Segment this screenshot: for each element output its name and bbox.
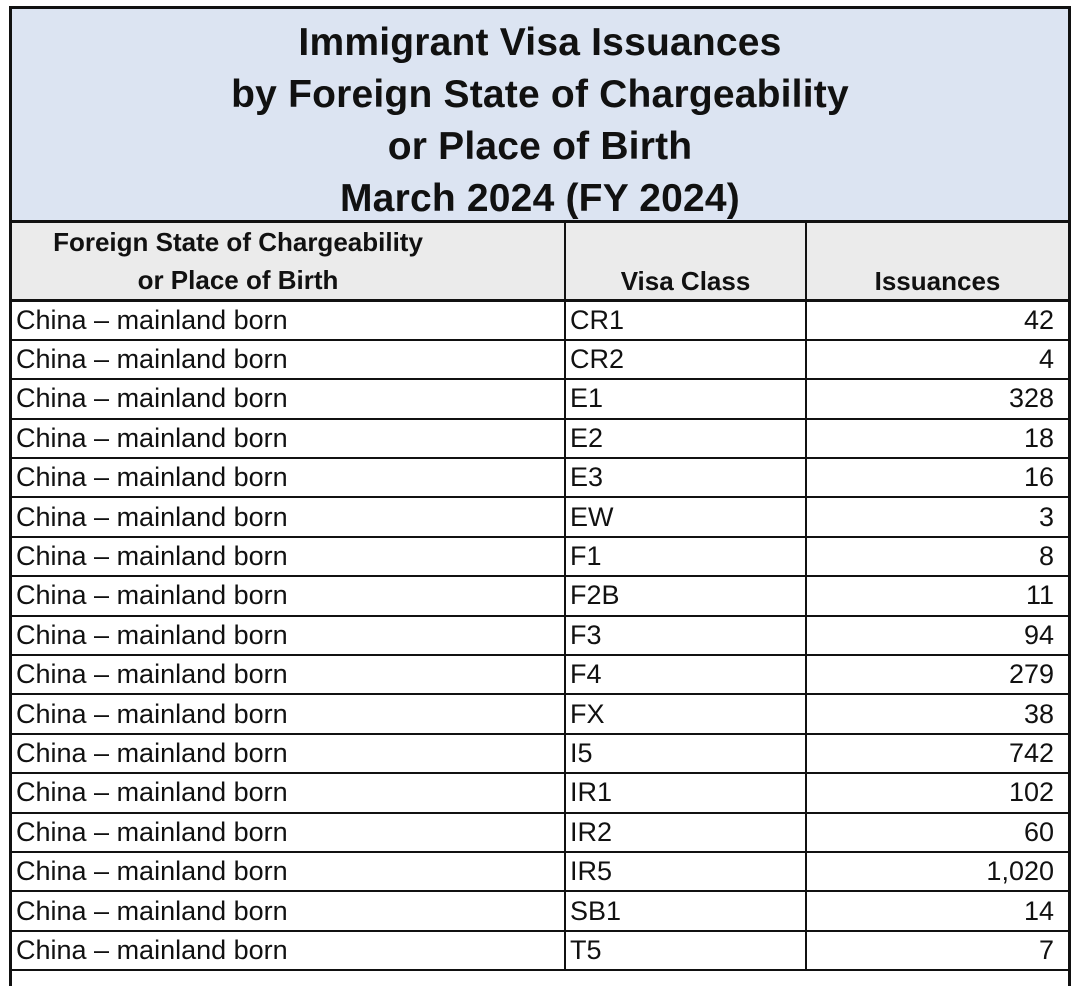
cell-visa-class: EW [565, 497, 806, 536]
cell-issuances: 3 [806, 497, 1068, 536]
cell-visa-class: F4 [565, 655, 806, 694]
cell-issuances: 18 [806, 419, 1068, 458]
cell-issuances: 1,020 [806, 852, 1068, 891]
cell-visa-class: SB1 [565, 891, 806, 930]
title-line-2: by Foreign State of Chargeability [231, 73, 849, 116]
table-row [12, 497, 1068, 536]
cell-issuances: 279 [806, 655, 1068, 694]
cell-issuances: 60 [806, 813, 1068, 852]
cell-country: China – mainland born [12, 655, 565, 694]
cell-visa-class: IR2 [565, 813, 806, 852]
cell-country: China – mainland born [12, 773, 565, 812]
visa-issuance-table-sheet [9, 6, 1071, 986]
cell-country: China – mainland born [12, 891, 565, 930]
cell-issuances: 94 [806, 616, 1068, 655]
cell-issuances: 8 [806, 537, 1068, 576]
cell-issuances: 7 [806, 931, 1068, 970]
table-row [12, 419, 1068, 458]
cell-visa-class: CR1 [565, 301, 806, 340]
cell-visa-class: E2 [565, 419, 806, 458]
cell-visa-class: F2B [565, 576, 806, 615]
table-row [12, 694, 1068, 733]
title-line-3: or Place of Birth [387, 125, 693, 168]
cell-visa-class: IR5 [565, 852, 806, 891]
cell-visa-class: F1 [565, 537, 806, 576]
table-row [12, 852, 1068, 891]
table-body [12, 301, 1068, 971]
cell-country: China – mainland born [12, 419, 565, 458]
column-header-country-line2: or Place of Birth [137, 265, 339, 295]
cell-country: China – mainland born [12, 576, 565, 615]
cell-country: China – mainland born [12, 694, 565, 733]
table-row [12, 458, 1068, 497]
table-row [12, 931, 1068, 970]
column-header-country [12, 223, 565, 301]
cell-country: China – mainland born [12, 734, 565, 773]
title-line-1: Immigrant Visa Issuances [298, 21, 782, 64]
cell-visa-class: E1 [565, 379, 806, 418]
table-row [12, 773, 1068, 812]
column-header-issuances: Issuances [806, 223, 1068, 301]
cell-country: China – mainland born [12, 497, 565, 536]
visa-issuance-table [12, 223, 1068, 971]
table-row [12, 891, 1068, 930]
table-row [12, 734, 1068, 773]
column-header-visa-class: Visa Class [565, 223, 806, 301]
table-row [12, 537, 1068, 576]
table-row [12, 576, 1068, 615]
cell-issuances: 742 [806, 734, 1068, 773]
table-row [12, 379, 1068, 418]
cell-visa-class: IR1 [565, 773, 806, 812]
cell-country: China – mainland born [12, 340, 565, 379]
table-row [12, 616, 1068, 655]
column-header-country-line1: Foreign State of Chargeability [53, 227, 423, 257]
cell-country: China – mainland born [12, 852, 565, 891]
cell-visa-class: CR2 [565, 340, 806, 379]
cell-issuances: 38 [806, 694, 1068, 733]
cell-country: China – mainland born [12, 931, 565, 970]
table-header-row [12, 223, 1068, 301]
cell-issuances: 42 [806, 301, 1068, 340]
cell-visa-class: FX [565, 694, 806, 733]
cell-issuances: 102 [806, 773, 1068, 812]
cell-country: China – mainland born [12, 537, 565, 576]
cell-issuances: 11 [806, 576, 1068, 615]
cell-issuances: 16 [806, 458, 1068, 497]
cell-visa-class: T5 [565, 931, 806, 970]
cell-issuances: 4 [806, 340, 1068, 379]
cell-country: China – mainland born [12, 301, 565, 340]
table-row [12, 655, 1068, 694]
cell-issuances: 14 [806, 891, 1068, 930]
table-row [12, 340, 1068, 379]
cell-country: China – mainland born [12, 616, 565, 655]
cell-visa-class: E3 [565, 458, 806, 497]
table-row [12, 813, 1068, 852]
cell-country: China – mainland born [12, 458, 565, 497]
cell-country: China – mainland born [12, 379, 565, 418]
cell-issuances: 328 [806, 379, 1068, 418]
table-title-block [12, 9, 1068, 223]
cell-visa-class: F3 [565, 616, 806, 655]
cell-country: China – mainland born [12, 813, 565, 852]
cell-visa-class: I5 [565, 734, 806, 773]
table-row [12, 301, 1068, 340]
title-line-4: March 2024 (FY 2024) [340, 177, 740, 220]
